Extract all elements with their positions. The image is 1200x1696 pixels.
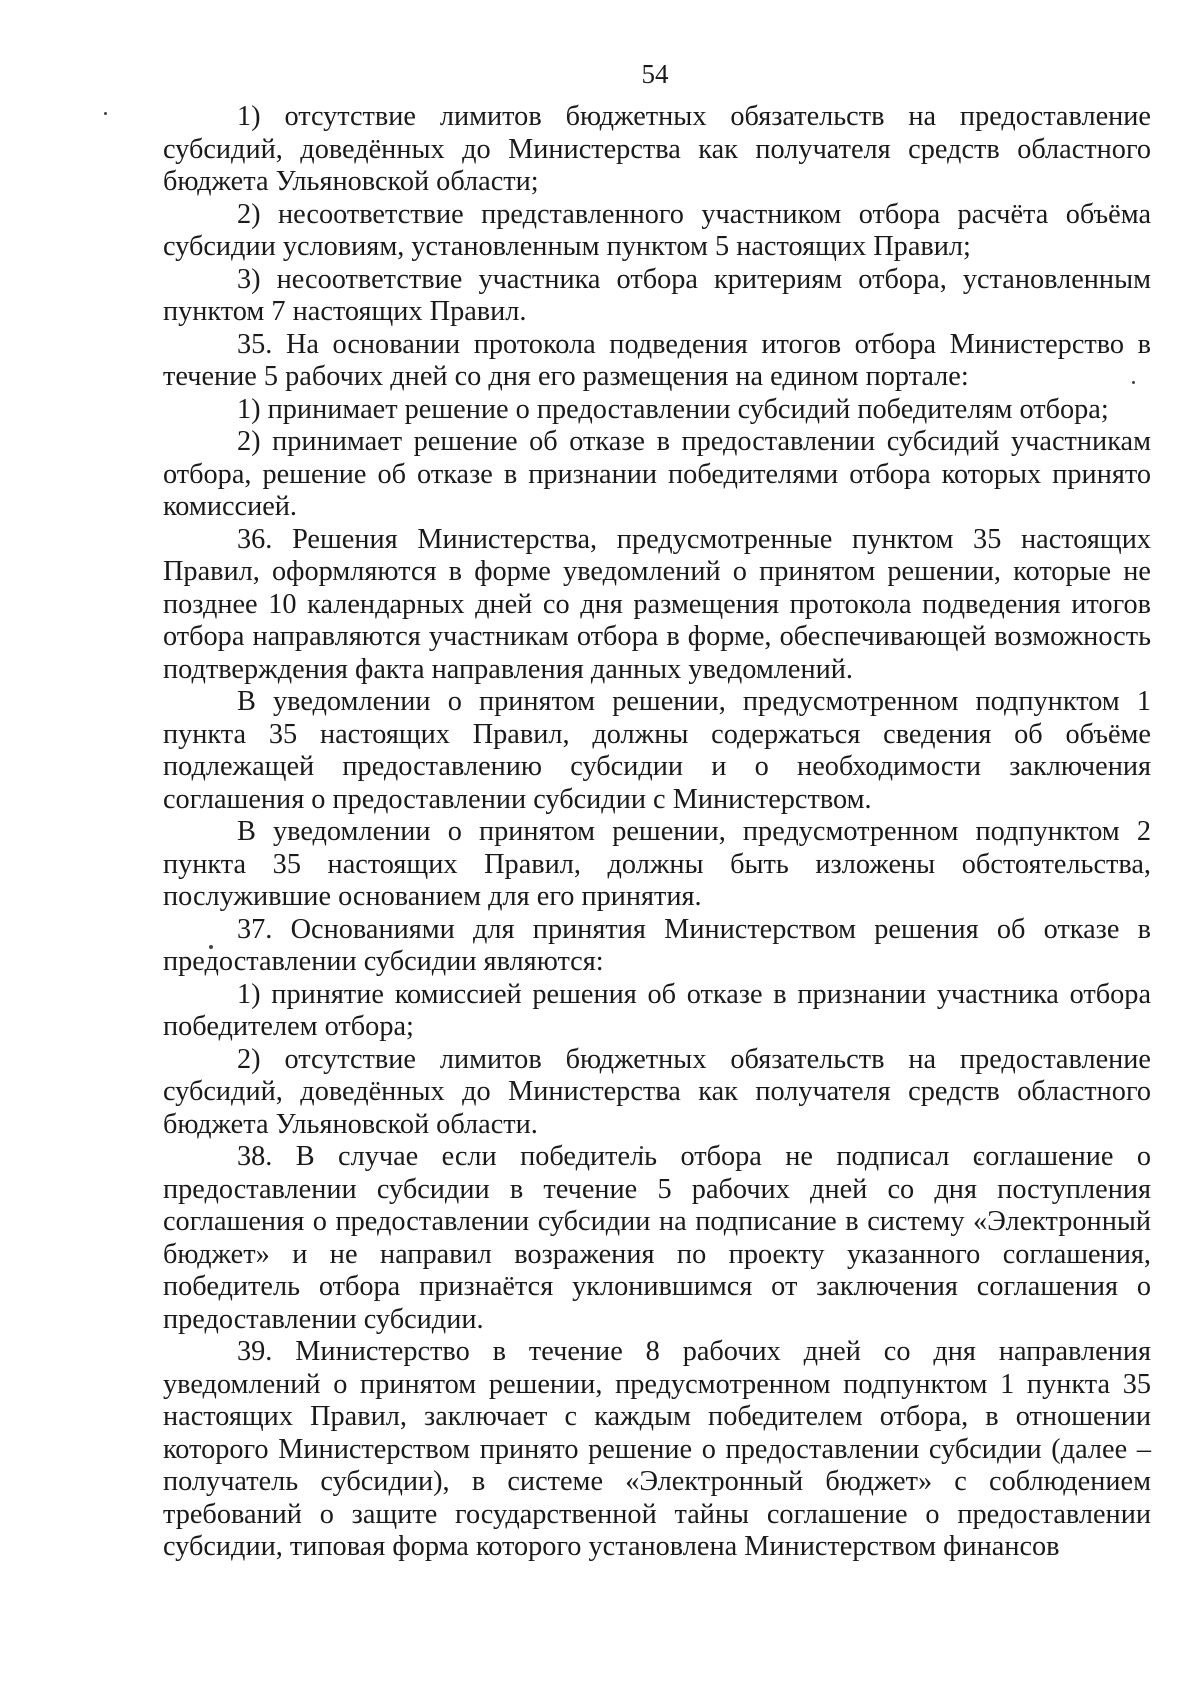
paragraph: 2) принимает решение об отказе в предоставлении субсидий участникам отбора, решение об отказе в признании победителями отбора которых принято комиссией. [163,426,1151,522]
paragraph: 37. Основаниями для принятия Министерством решения об отказе в предоставлении субсидии являются: [163,913,1151,977]
paragraph: 2) отсутствие лимитов бюджетных обязательств на предоставление субсидий, доведённых до Министерства как получателя средств областного бюджета Ульяновской области. [163,1043,1151,1140]
paragraph: 1) принимает решение о предоставлении субсидий победителям отбора; [237,393,1109,425]
paragraph: 1) отсутствие лимитов бюджетных обязательств на предоставление субсидий, доведённых до Министерства как получателя средств областного бюджета Ульяновской области; [163,101,1151,197]
paragraph: 35. На основании протокола подведения итогов отбора Министерство в течение 5 рабочих дней со дня его размещения на едином портале: [163,328,1151,392]
paragraph: В уведомлении о принятом решении, предусмотренном подпунктом 2 пункта 35 настоящих Правил, должны быть изложены обстоятельства, послужившие основанием для его принятия. [163,816,1151,912]
paragraph: 3) несоответствие участника отбора критериям отбора, установленным пунктом 7 настоящих Правил. [163,263,1151,327]
document-body [163,101,1151,1564]
paragraph: 38. В случае если победитель отбора не подписал соглашение о предоставлении субсидии в течение 5 рабочих дней со дня поступления соглашения о предоставлении субсидии на подписание в систему «Электронный бюджет» и не направил возражения по проекту указанного соглашения, победитель отбора признаётся уклонившимся от заключения соглашения о предоставлении субсидии. [163,1141,1151,1335]
paragraph: 1) принятие комиссией решения об отказе в признании участника отбора победителем отбора; [163,978,1151,1042]
paragraph: 36. Решения Министерства, предусмотренные пунктом 35 настоящих Правил, оформляются в форме уведомлений о принятом решении, которые не позднее 10 календарных дней со дня размещения протокола подведения итогов отбора направляются участникам отбора в форме, обеспечивающей возможность подтверждения факта направления данных уведомлений. [163,523,1151,685]
paragraph: 39. Министерство в течение 8 рабочих дней со дня направления уведомлений о принятом решении, предусмотренном подпунктом 1 пункта 35 настоящих Правил, заключает с каждым победителем отбора, в отношении которого Министерством принято решение о предоставлении субсидии (далее – получатель субсидии), в системе «Электронный бюджет» с соблюдением требований о защите государственной тайны соглашение о предоставлении субсидии, типовая форма которого установлена Министерством финансов [163,1336,1151,1562]
page-number: 54 [641,59,669,89]
scan-speck [104,112,107,115]
paragraph: 2) несоответствие представленного участником отбора расчёта объёма субсидии условиям, установленным пунктом 5 настоящих Правил; [163,198,1151,262]
paragraph: В уведомлении о принятом решении, предусмотренном подпунктом 1 пункта 35 настоящих Правил, должны содержаться сведения об объёме подлежащей предоставлению субсидии и о необходимости заключения соглашения о предоставлении субсидии с Министерством. [163,686,1151,815]
